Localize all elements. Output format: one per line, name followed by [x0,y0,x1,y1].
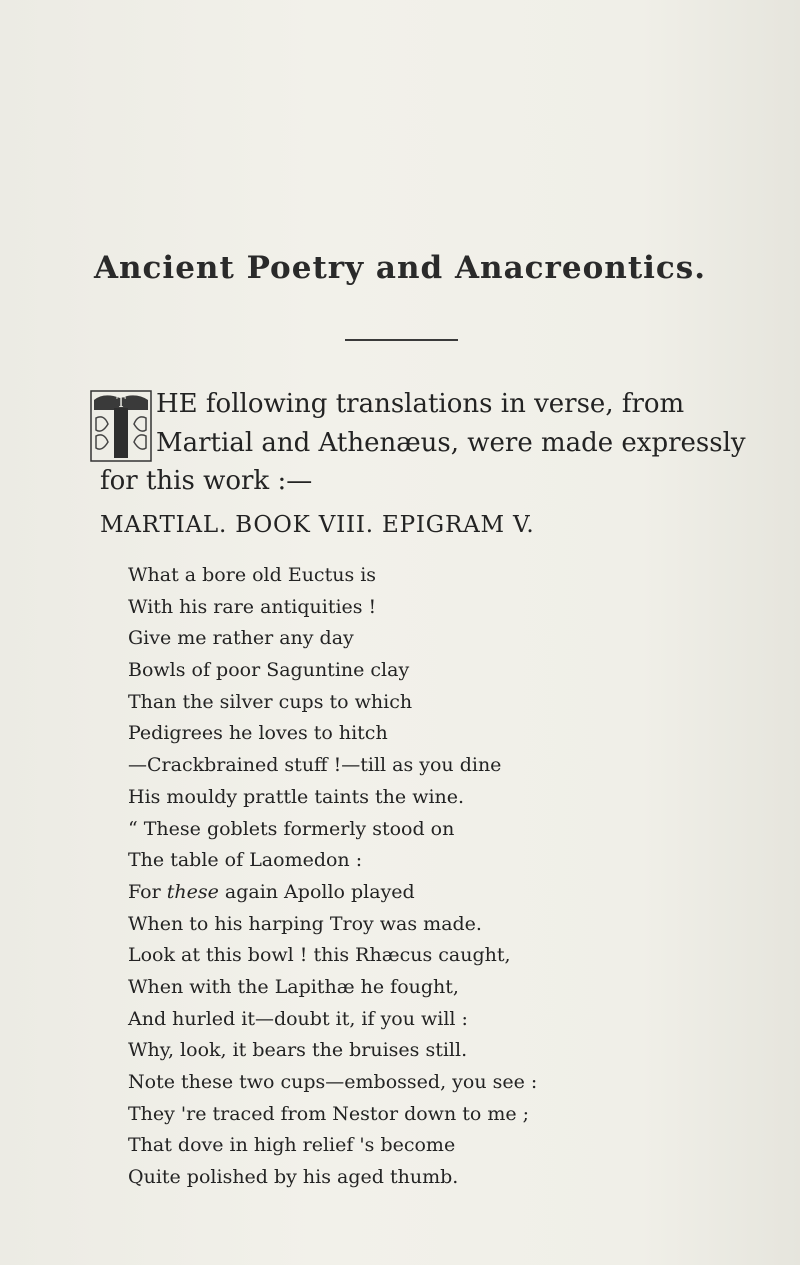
intro-line-3: for this work :— [100,466,313,496]
poem-line: When with the Lapithæ he fought, [128,975,459,998]
poem-line: Pedigrees he loves to hitch [128,722,388,745]
poem-line: —Crackbrained stuff !—till as you dine [128,754,502,777]
poem-line: What a bore old Euctus is [128,564,377,586]
poem-line: Bowls of poor Saguntine clay [128,659,410,682]
emphasis: these [166,880,219,903]
poem-line: Quite polished by his aged thumb. [128,1166,459,1189]
poem-line: The table of Laomedon : [128,849,363,872]
poem-line: With his rare antiquities ! [128,595,377,618]
poem-line: “ These goblets formerly stood on [128,817,455,840]
poem-line: Look at this bowl ! this Rhæcus caught, [128,944,511,967]
intro-line-2: Martial and Athenæus, were made expressly [156,427,746,458]
poem-line: For these again Apollo played [128,880,415,903]
poem-line: Why, look, it bears the bruises still. [128,1039,468,1062]
intro-paragraph [100,385,796,501]
poem-line: When to his harping Troy was made. [128,912,482,935]
poem-line: Give me rather any day [128,627,354,650]
poem-line: They 're traced from Nestor down to me ; [128,1102,530,1125]
poem-line: Than the silver cups to which [128,690,413,713]
svg-text:T: T [116,395,126,411]
poem-line: His mouldy prattle taints the wine. [128,785,465,808]
section-title: MARTIAL. BOOK VIII. EPIGRAM V. [100,512,535,538]
poem-line: And hurled it—doubt it, if you will : [128,1007,468,1030]
heading-rule [345,339,458,341]
poem-line: That dove in high relief 's become [128,1134,456,1157]
poem [128,560,537,1194]
page-heading: Ancient Poetry and Anacreontics. [93,250,707,286]
intro-line-1: HE following translations in verse, from [156,389,685,419]
poem-line: Note these two cups—embossed, you see : [128,1071,538,1093]
ornamental-drop-cap-t [90,390,152,462]
